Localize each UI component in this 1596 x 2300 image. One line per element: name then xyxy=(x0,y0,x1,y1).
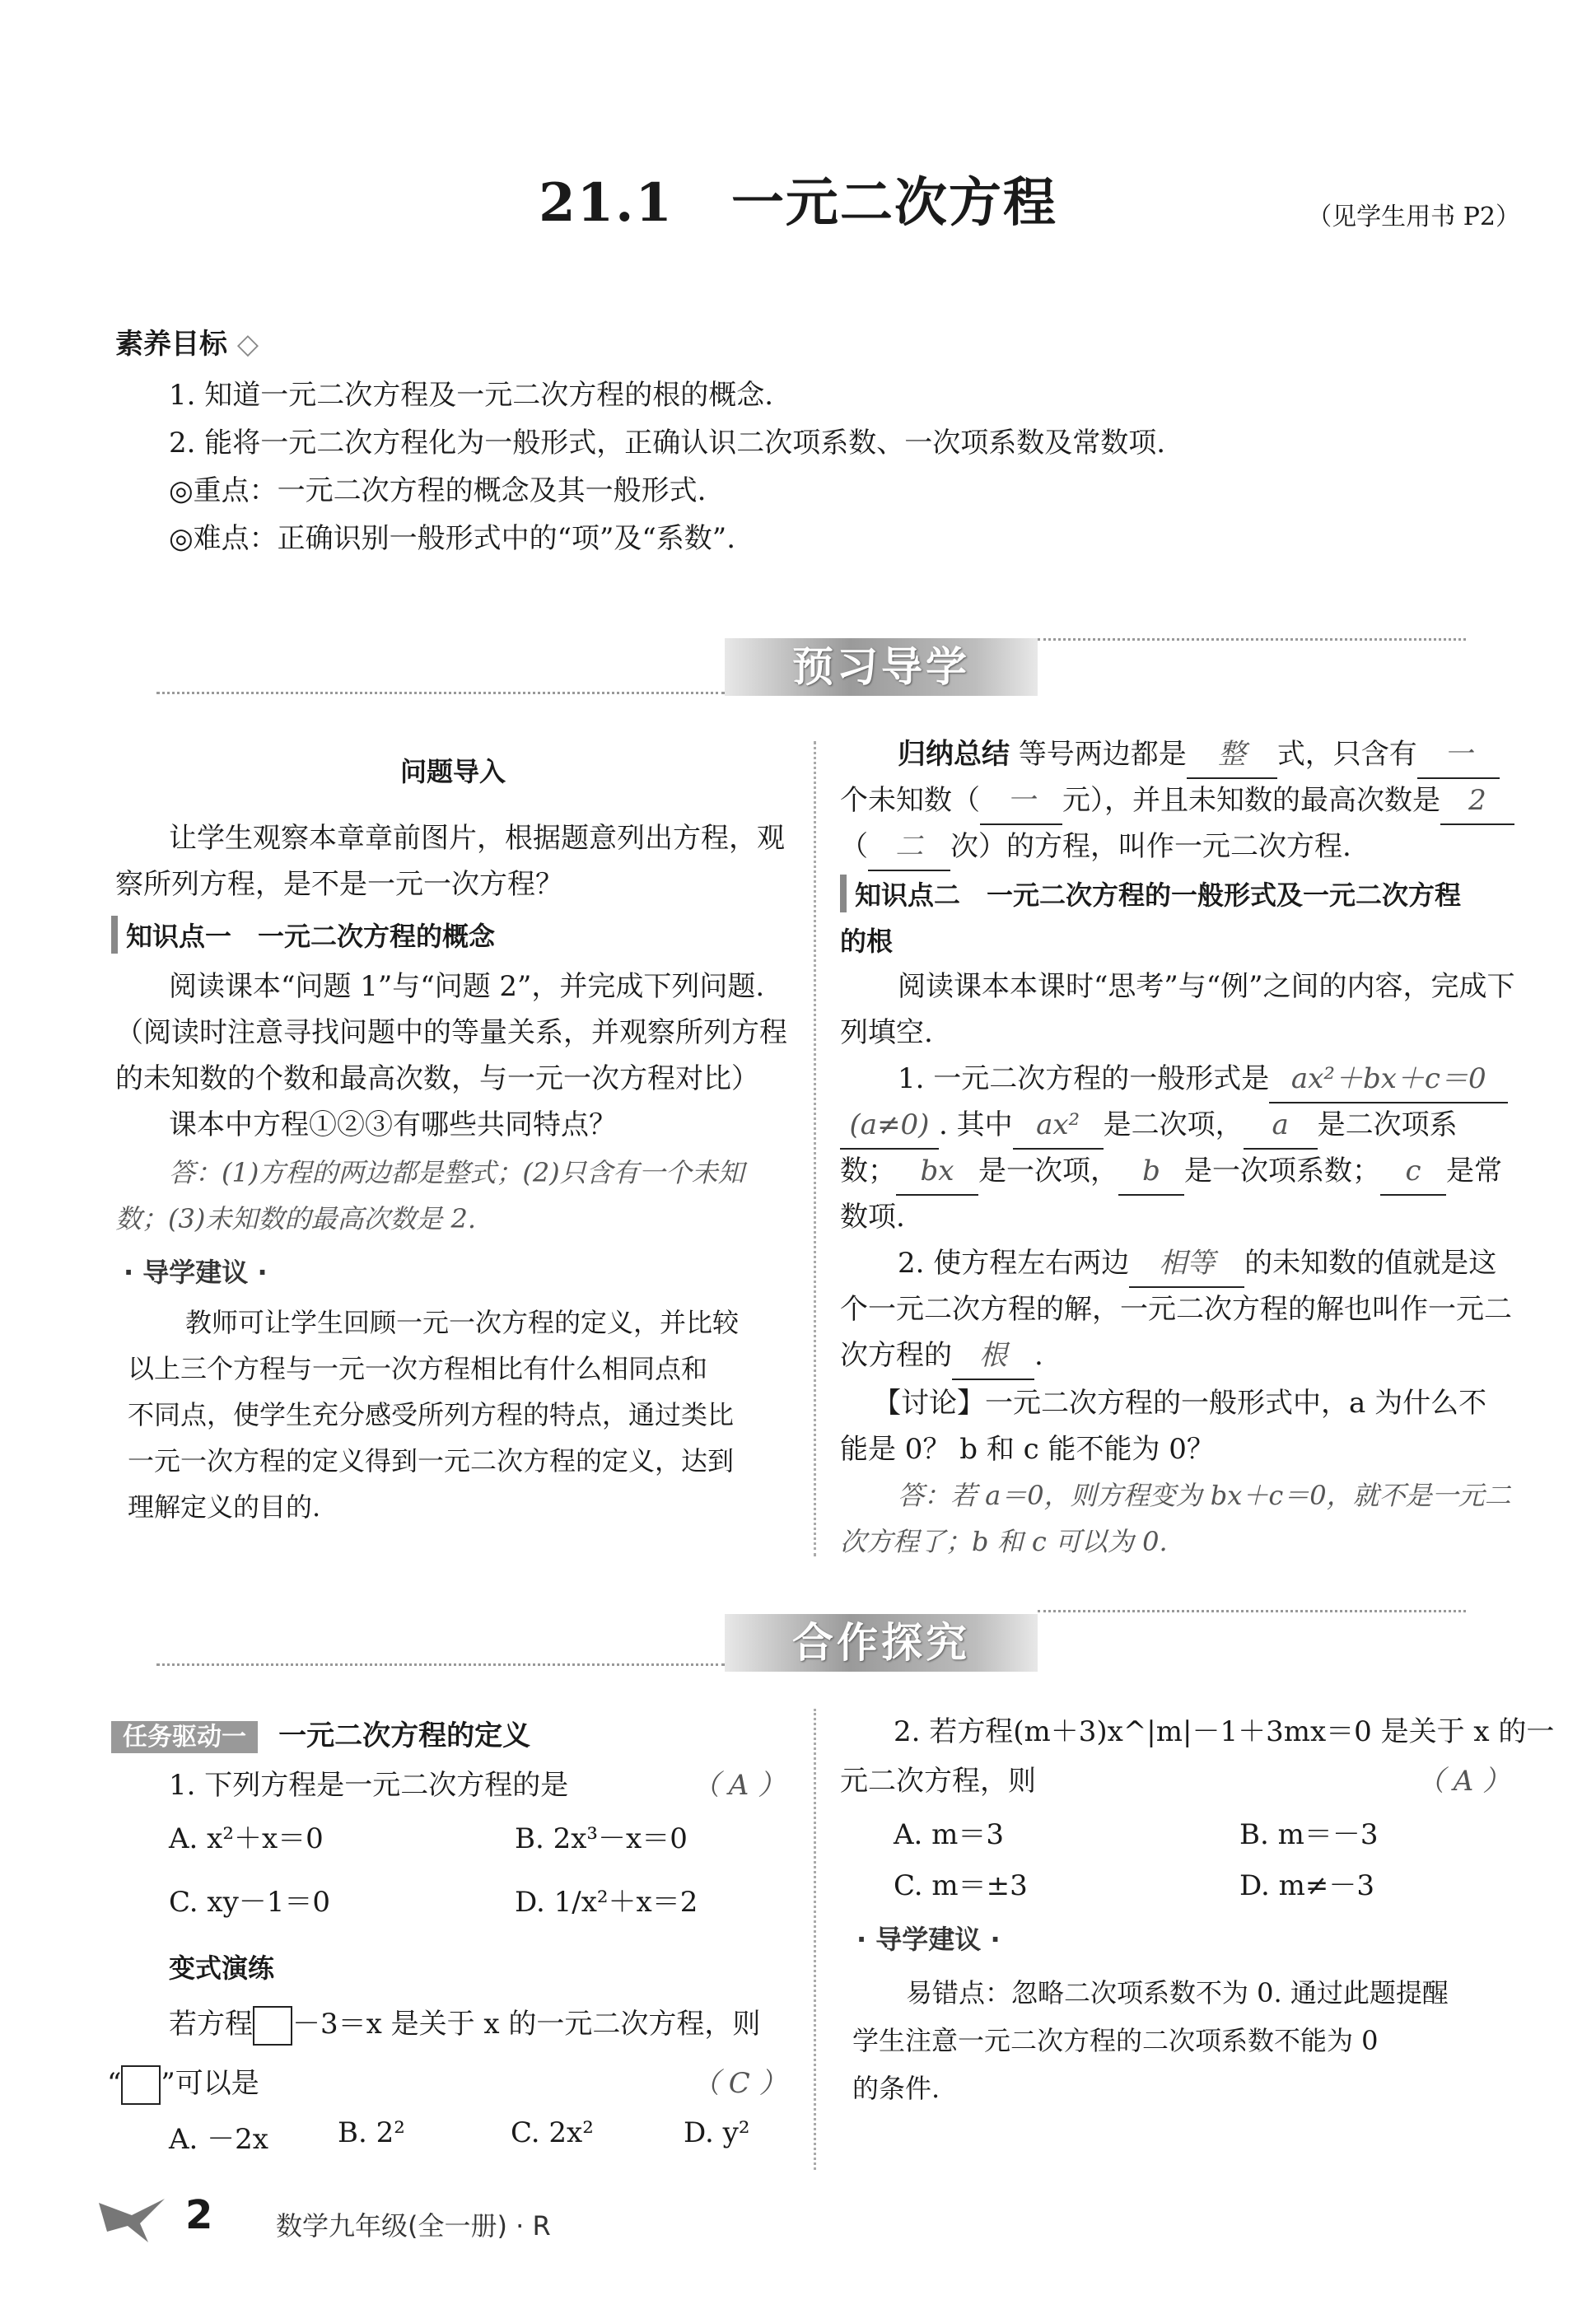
section-banner-preview: 预习导学 xyxy=(725,638,1038,696)
task-tag: 任务驱动一 xyxy=(111,1721,258,1753)
task-header xyxy=(111,1713,530,1753)
bird-logo-icon xyxy=(99,2195,165,2244)
q1-option-c: C. xy－1＝0 xyxy=(169,1886,331,1919)
guide2-line-2: 学生注意一元二次方程的二次项系数不能为 0 xyxy=(852,2025,1379,2056)
summary-line-1 xyxy=(898,731,1500,779)
var-option-a: A. －2x xyxy=(169,2123,268,2156)
intro-line-2: 察所列方程，是不是一元一次方程？ xyxy=(115,868,563,901)
blank-quadratic-coef: a xyxy=(1244,1102,1318,1150)
summary-text-4: 元），并且未知数的最高次数是 xyxy=(1062,784,1440,817)
column-divider xyxy=(814,741,816,1556)
blank-general-form: ax²＋bx＋c＝0 xyxy=(1269,1056,1508,1103)
read2-line-2: 列填空. xyxy=(840,1016,933,1049)
summary-text-1: 等号两边都是 xyxy=(1018,738,1187,771)
book-title: 数学九年级(全一册) · R xyxy=(276,2210,551,2242)
q1-line-1 xyxy=(898,1056,1508,1103)
goal-2: 2. 能将一元二次方程化为一般形式，正确认识二次项系数、一次项系数及常数项. xyxy=(169,427,1166,460)
goal-1: 1. 知道一元二次方程及一元二次方程的根的概念. xyxy=(169,379,774,412)
blank-one-variable: 一 xyxy=(980,777,1062,825)
divider-left xyxy=(156,692,725,694)
q2-option-d: D. m≠－3 xyxy=(1239,1869,1375,1902)
variation-line-1 xyxy=(169,2001,760,2047)
q2-text-c: 的未知数的值就是这 xyxy=(1244,1247,1497,1280)
divider-right-2 xyxy=(1038,1610,1466,1612)
task-title: 一元二次方程的定义 xyxy=(278,1719,531,1752)
q1-text-a: 1. 一元二次方程的一般形式是 xyxy=(898,1062,1270,1095)
blank-whole: 整 xyxy=(1187,731,1277,779)
divider-right xyxy=(1038,638,1466,641)
knowledge-point-1: 知识点一 一元二次方程的概念 xyxy=(111,916,495,954)
goal-difficulty: ◎难点：正确识别一般形式中的“项”及“系数”. xyxy=(169,522,736,555)
summary-text-5: （ xyxy=(840,830,868,863)
answer-box xyxy=(253,2006,292,2046)
blank-general-form-cond: (a≠0) xyxy=(840,1102,939,1150)
page-number: 2 xyxy=(185,2192,213,2238)
guide-line-4: 一元一次方程的定义得到一元二次方程的定义，达到 xyxy=(128,1445,735,1477)
summary-text-2: 式，只含有 xyxy=(1276,738,1417,771)
answer-line-1: 答：(1)方程的两边都是整式；(2)只含有一个未知 xyxy=(169,1157,744,1188)
section-banner-explore: 合作探究 xyxy=(725,1614,1038,1672)
q1-line-2 xyxy=(840,1102,1458,1150)
guide-heading-2: · 导学建议 · xyxy=(856,1924,1001,1955)
diamond-icon: ◇ xyxy=(236,328,259,361)
q2-line-2: 个一元二次方程的解，一元二次方程的解也叫作一元二 xyxy=(840,1293,1512,1326)
q1-text-h: 数； xyxy=(840,1155,896,1187)
q2-text-a: 2. 使方程左右两边 xyxy=(898,1247,1130,1280)
q1-text-n: 是常 xyxy=(1446,1155,1502,1187)
answer-line-2: 数；(3)未知数的最高次数是 2. xyxy=(115,1203,477,1234)
q2-line-1 xyxy=(898,1240,1496,1288)
section-name: 一元二次方程 xyxy=(730,172,1057,234)
guide-line-3: 不同点，使学生充分感受所列方程的特点，通过类比 xyxy=(128,1399,735,1430)
section-number: 21.1 xyxy=(539,172,674,234)
q2-text-e: 次方程的 xyxy=(840,1339,952,1372)
variation-text-d: ”可以是 xyxy=(161,2067,259,2100)
q2-option-c: C. m＝±3 xyxy=(894,1869,1028,1902)
knowledge-point-2-cont: 的根 xyxy=(840,926,894,957)
summary-line-3 xyxy=(840,823,1351,871)
variation-text-a: 若方程 xyxy=(169,2008,253,2041)
guide-line-2: 以上三个方程与一元一次方程相比有什么相同点和 xyxy=(128,1353,708,1384)
q1-text-j: 是一次项， xyxy=(978,1155,1118,1187)
mc-q1: 1. 下列方程是一元二次方程的是 xyxy=(169,1769,569,1802)
summary-text-3: 个未知数（ xyxy=(840,784,980,817)
q2-text-g: . xyxy=(1034,1339,1043,1372)
read-line-4: 课本中方程①②③有哪些共同特点？ xyxy=(169,1108,617,1141)
intro-line-1: 让学生观察本章章前图片，根据题意列出方程，观 xyxy=(169,822,785,855)
read2-line-1: 阅读课本本课时“思考”与“例”之间的内容，完成下 xyxy=(898,970,1515,1003)
answer-box-2 xyxy=(121,2065,161,2105)
divider-left-2 xyxy=(156,1663,725,1666)
mc-q2-line-1: 2. 若方程(m＋3)x^|m|－1＋3mx＝0 是关于 x 的一 xyxy=(894,1715,1555,1748)
read-line-1: 阅读课本“问题 1”与“问题 2”，并完成下列问题. xyxy=(169,970,765,1003)
variation-text-c: “ xyxy=(107,2067,122,2100)
footer-logo xyxy=(99,2195,165,2247)
q1-option-d: D. 1/x²＋x＝2 xyxy=(515,1886,698,1919)
q1-text-g: 是二次项系 xyxy=(1317,1108,1458,1141)
blank-one-unknown: 一 xyxy=(1417,731,1500,779)
column-divider-2 xyxy=(814,1709,816,2170)
guide-line-5: 理解定义的目的. xyxy=(128,1491,321,1523)
read-line-3: 的未知数的个数和最高次数，与一元一次方程对比） xyxy=(115,1062,759,1095)
var-option-b: B. 2² xyxy=(338,2116,405,2149)
var-option-c: C. 2x² xyxy=(511,2116,594,2149)
q2-option-b: B. m＝－3 xyxy=(1239,1818,1379,1851)
q1-line-4: 数项. xyxy=(840,1201,905,1234)
goal-key-point: ◎重点：一元二次方程的概念及其一般形式. xyxy=(169,474,707,507)
mc-q2-answer: （ A ） xyxy=(1416,1765,1511,1798)
mc-q1-answer: （ A ） xyxy=(692,1769,786,1802)
summary-line-2 xyxy=(840,777,1514,825)
blank-linear-term: bx xyxy=(896,1148,978,1196)
discussion-answer-1: 答：若 a＝0，则方程变为 bx＋c＝0，就不是一元二 xyxy=(898,1480,1511,1511)
q2-option-a: A. m＝3 xyxy=(894,1818,1005,1851)
guide-line-1: 教师可让学生回顾一元一次方程的定义，并比较 xyxy=(185,1307,740,1338)
guide-heading-1: · 导学建议 · xyxy=(124,1257,268,1288)
book-reference: （见学生用书 P2） xyxy=(1307,203,1520,231)
q2-line-3 xyxy=(840,1332,1043,1380)
variation-line-2 xyxy=(107,2060,259,2106)
blank-constant: c xyxy=(1380,1148,1446,1196)
goals-heading: 素养目标 ◇ xyxy=(115,328,259,361)
summary-label: 归纳总结 xyxy=(898,738,1010,771)
variation-text-b: －3＝x 是关于 x 的一元二次方程，则 xyxy=(292,2008,761,2041)
blank-degree: 2 xyxy=(1440,777,1514,825)
variation-heading: 变式演练 xyxy=(169,1952,275,1984)
read-line-2: （阅读时注意寻找问题中的等量关系，并观察所列方程 xyxy=(115,1016,787,1049)
q1-option-a: A. x²＋x＝0 xyxy=(169,1822,324,1855)
variation-answer: （ C ） xyxy=(692,2067,787,2100)
q1-text-c: . 其中 xyxy=(939,1108,1013,1141)
blank-quadratic: 二 xyxy=(868,823,950,871)
blank-quadratic-term: ax² xyxy=(1013,1102,1104,1150)
problem-intro-heading: 问题导入 xyxy=(399,756,506,787)
blank-root: 根 xyxy=(952,1332,1034,1380)
summary-text-6: 次）的方程，叫作一元二次方程. xyxy=(950,830,1351,863)
blank-linear-coef: b xyxy=(1118,1148,1184,1196)
knowledge-point-2: 知识点二 一元二次方程的一般形式及一元二次方程 xyxy=(840,875,1461,912)
q1-option-b: B. 2x³－x＝0 xyxy=(515,1822,688,1855)
discussion-line-2: 能是 0？ b 和 c 能不能为 0？ xyxy=(840,1433,1215,1466)
discussion-line-1: 【讨论】一元二次方程的一般形式中，a 为什么不 xyxy=(873,1387,1487,1420)
q1-line-3 xyxy=(840,1148,1502,1196)
guide2-line-1: 易错点：忽略二次项系数不为 0. 通过此题提醒 xyxy=(906,1977,1449,2008)
blank-equal: 相等 xyxy=(1129,1240,1244,1288)
mc-q2-line-2: 元二次方程，则 xyxy=(840,1765,1036,1798)
var-option-d: D. y² xyxy=(684,2116,750,2149)
q1-text-l: 是一次项系数； xyxy=(1184,1155,1380,1187)
q1-text-e: 是二次项， xyxy=(1103,1108,1244,1141)
discussion-answer-2: 次方程了；b 和 c 可以为 0. xyxy=(840,1526,1168,1557)
guide2-line-3: 的条件. xyxy=(852,2073,940,2104)
